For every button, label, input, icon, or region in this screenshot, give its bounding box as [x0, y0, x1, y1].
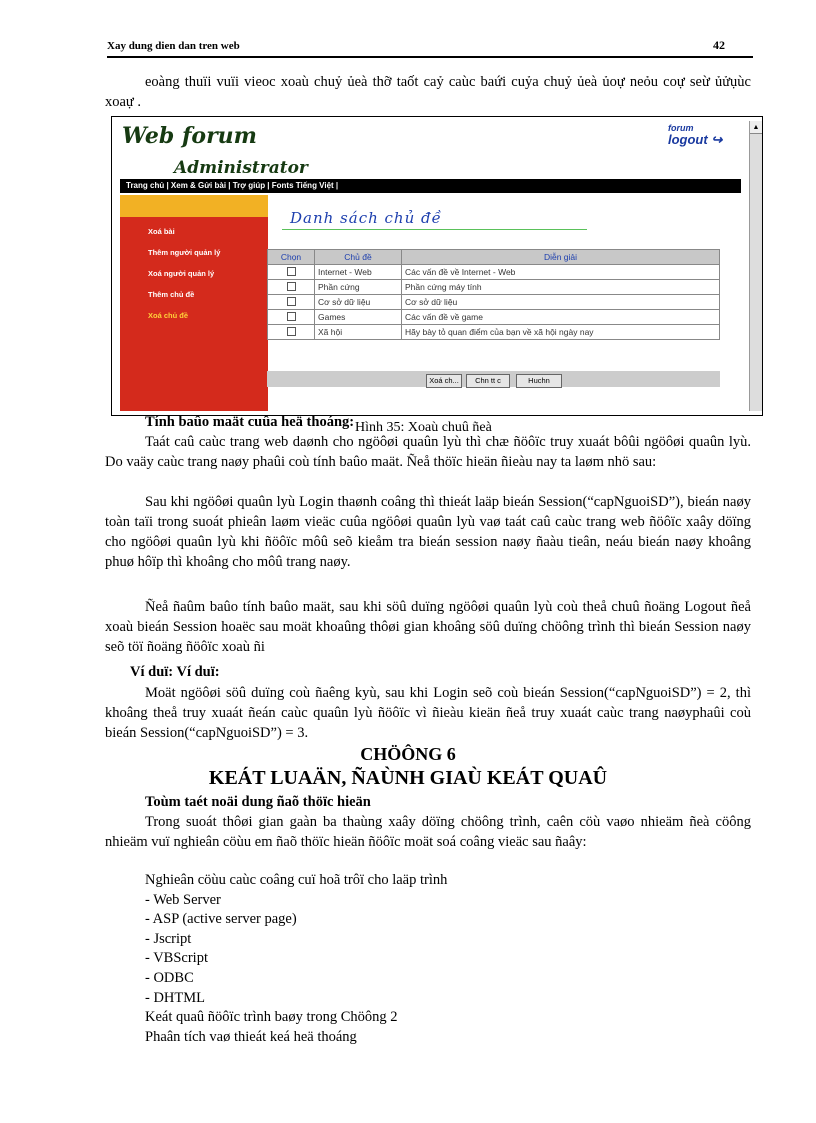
- scroll-up-icon[interactable]: ▲: [750, 121, 762, 134]
- list-item: - DHTML: [145, 989, 206, 1006]
- topic-list-heading: Danh sách chủ đề: [290, 209, 442, 227]
- row-checkbox[interactable]: [287, 327, 296, 336]
- work-list: [145, 871, 447, 1047]
- list-item: - ODBC: [145, 969, 194, 986]
- sidebar-item-delete-post[interactable]: Xoá bài: [148, 227, 175, 236]
- page-header: [107, 38, 753, 58]
- col-select: Chọn: [268, 250, 315, 265]
- table-row: Cơ sở dữ liệu Cơ sở dữ liệu: [268, 295, 720, 310]
- security-paragraph-1: Taát caû caùc trang web daønh cho ngöôøi quaûn lyù thì chæ ñöôïc truy xuaát bôûi ngöôøi quaûn lyù. Do vaäy caùc trang naøy phaûi coù tính baûo maät. Ñeå thöïc hieän ñieàu nay ta laøm nhö sau:: [105, 434, 751, 470]
- list-item: - Web Server: [145, 891, 221, 908]
- figure-caption: Hình 35: Xoaù chuû ñeà: [355, 420, 492, 435]
- list-item: - VBScript: [145, 950, 208, 967]
- col-topic: Chủ đề: [315, 250, 402, 265]
- top-nav-bar[interactable]: Trang chủ | Xem & Gửi bài | Trợ giúp | Fonts Tiếng Việt |: [120, 179, 741, 193]
- summary-heading: Toùm taét noäi dung ñaõ thöïc hieän: [145, 794, 371, 810]
- scrollbar[interactable]: [749, 121, 762, 411]
- topic-table: [267, 249, 720, 340]
- admin-sidebar: [120, 195, 268, 411]
- web-forum-logo: [120, 121, 308, 181]
- security-heading: Tính baûo maät cuûa heä thoáng:: [145, 414, 355, 430]
- table-row: Xã hội Hãy bày tỏ quan điểm của bạn về xã hội ngày nay: [268, 325, 720, 340]
- chapter-title: KEÁT LUAÄN, ÑAÙNH GIAÙ KEÁT QUAÛ: [208, 767, 608, 789]
- list-item: Keát quaû ñöôïc trình baøy trong Chöông 2: [145, 1009, 398, 1026]
- logout-button[interactable]: [668, 123, 722, 145]
- list-item: Nghieân cöùu caùc coâng cuï hoã trôï cho laäp trình: [145, 872, 448, 888]
- deselect-button[interactable]: Huchn: [516, 374, 562, 388]
- logout-label: logout: [668, 132, 708, 147]
- chapter-number: CHÖÔNG 6: [360, 744, 456, 764]
- logout-icon: ↪: [711, 132, 723, 147]
- figure-screenshot: [111, 116, 763, 416]
- sidebar-item-add-admin[interactable]: Thêm người quản lý: [148, 248, 221, 257]
- row-checkbox[interactable]: [287, 297, 296, 306]
- delete-button[interactable]: Xoá ch...: [426, 374, 462, 388]
- example-paragraph: Moät ngöôøi söû duïng coù ñaêng kyù, sau khi Login seõ coù bieán Session(“capNguoiSD”) = 2, thì khoâng theå truy xuaát ñeán caùc quaûn lyù ñöôïc vì ñieàu kieän ñeå truy xuaát caùc trang naøyphaûi coù bieán Session(“capNguoiSD”) = 3.: [105, 685, 751, 741]
- sidebar-item-delete-admin[interactable]: Xoá người quản lý: [148, 269, 215, 278]
- list-item: - Jscript: [145, 930, 192, 947]
- list-item: - ASP (active server page): [145, 911, 297, 928]
- col-description: Diễn giải: [402, 250, 720, 265]
- list-item: Phaân tích vaø thieát keá heä thoáng: [145, 1028, 357, 1045]
- sidebar-item-delete-topic[interactable]: Xoá chủ đề: [148, 311, 189, 320]
- row-checkbox[interactable]: [287, 312, 296, 321]
- logout-forum-label: forum: [668, 123, 694, 133]
- table-row: Phần cứng Phần cứng máy tính: [268, 280, 720, 295]
- page-number: 42: [713, 38, 725, 52]
- heading-underline: [282, 229, 587, 230]
- row-checkbox[interactable]: [287, 282, 296, 291]
- logo-text-2: Administrator: [174, 158, 308, 178]
- sidebar-item-add-topic[interactable]: Thêm chủ đề: [148, 290, 195, 299]
- row-checkbox[interactable]: [287, 267, 296, 276]
- example-label: Ví duï: Ví duï:: [130, 664, 220, 680]
- summary-paragraph: Trong suoát thôøi gian gaàn ba thaùng xaây döïng chöông trình, caên cöù vaøo nhieäm ñeà cöông nhieäm vuï nghieân cöùu em ñaõ thöïc hieän ñöôïc moät soá coâng vieäc sau ñaây:: [105, 814, 751, 850]
- logo-text-1: Web forum: [122, 123, 257, 149]
- header-title: Xay dung dien dan tren web: [107, 40, 240, 52]
- table-row: Games Các vấn đề về game: [268, 310, 720, 325]
- security-paragraph-3: Ñeå ñaûm baûo tính baûo maät, sau khi söû duïng ngöôøi quaûn lyù coù theå chuû ñoäng Logout ñeå xoaù bieán Session hoaëc sau moät khoaûng thôøi gian khoâng söû duïng chöông trình thì bieán Session naøy seõ töï ñoäng ñöôïc xoaù ñi: [105, 599, 751, 655]
- select-all-button[interactable]: Chn tt c: [466, 374, 510, 388]
- table-row: Internet - Web Các vấn đề về Internet - Web: [268, 265, 720, 280]
- intro-paragraph: eoàng thuïi vuïi vieoc xoaù chuỷ ủeà thỡ taốt caỷ caùc baứi cuỷa chuỷ ủeà ủoự neỏu coự seừ ủửụùc xoaự .: [105, 74, 751, 110]
- security-paragraph-2: Sau khi ngöôøi quaûn lyù Login thaønh coâng thì thieát laäp bieán Session(“capNguoiSD”), bieán naøy toàn taïi trong suoát phieân laøm vieäc cuûa ngöôøi quaûn lyù vaø taát caû caùc trang web ñöôïc xaây döïng cho ngöôøi quaûn lyù khi ñöôïc môû seõ kieåm tra bieán session naøy ñaàu tieân, neáu bieán naøy khoâng phuø hôïp thì khoâng cho môû trang naøy.: [105, 494, 751, 570]
